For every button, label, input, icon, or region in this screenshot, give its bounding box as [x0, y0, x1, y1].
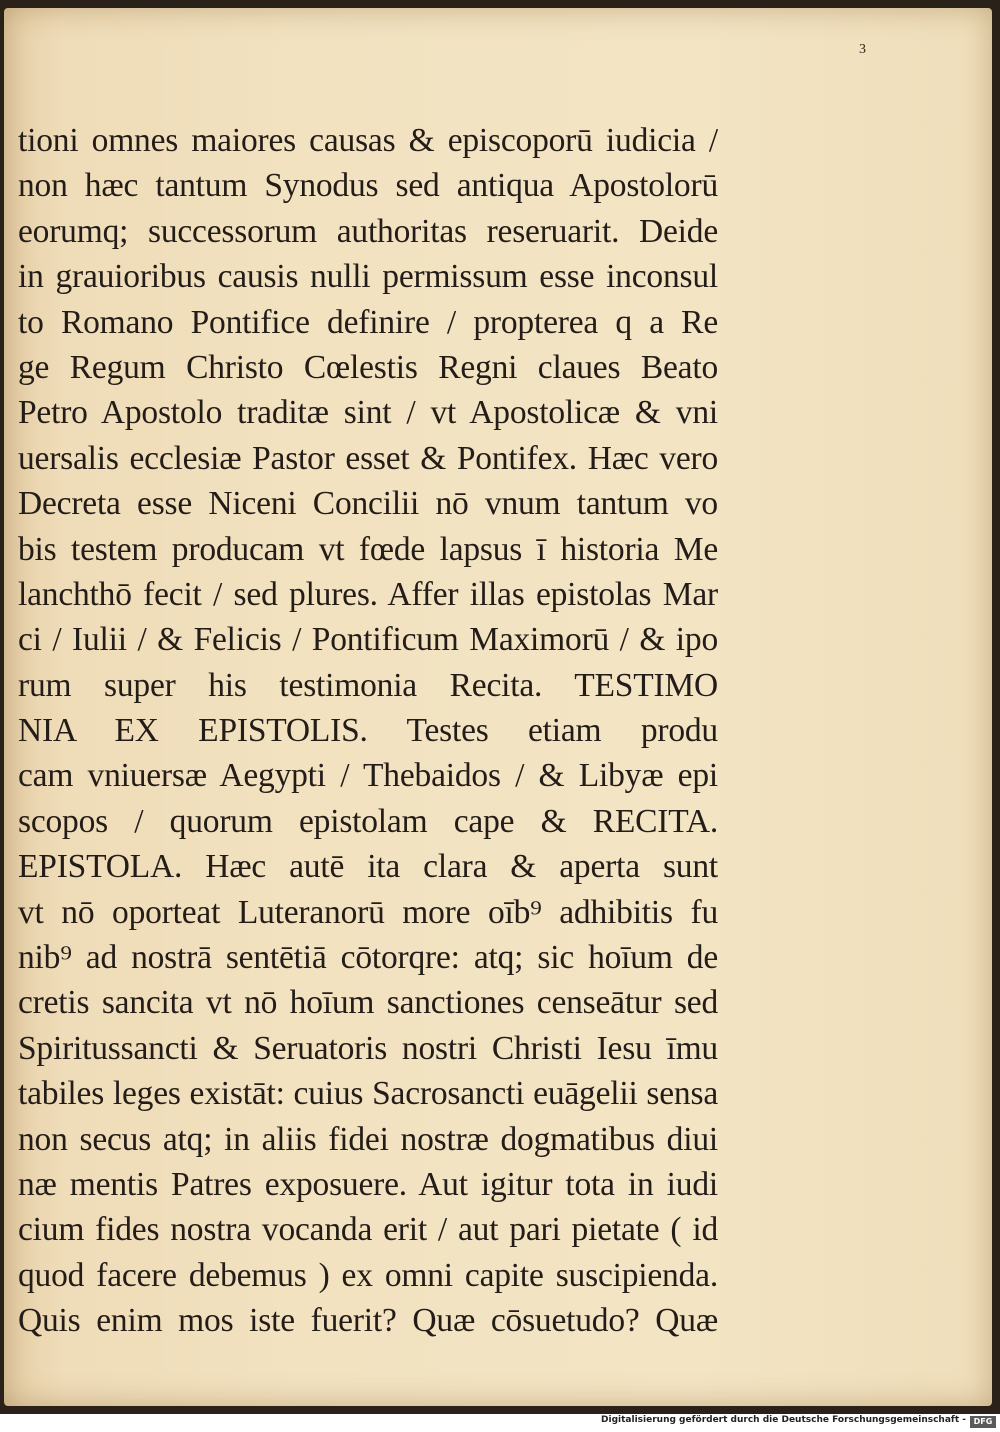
- text-line: scopos / quorum epistolam cape & RECITA.: [18, 802, 718, 840]
- text-line: to Romano Pontifice definire / propterea q a Re: [18, 303, 718, 341]
- text-line: bis testem producam vt fœde lapsus ī historia Me: [18, 530, 718, 568]
- text-line: in grauioribus causis nulli permissum esse inconsul: [18, 258, 718, 296]
- text-line: ge Regum Christo Cœlestis Regni claues Beato: [18, 348, 718, 386]
- text-line: tabiles leges existāt: cuius Sacrosancti euāgelii sensa: [18, 1075, 718, 1113]
- body-text: [18, 118, 718, 1344]
- text-line: ci / Iulii / & Felicis / Pontificum Maximorū / & ipo: [18, 621, 718, 659]
- footer-credit: Digitalisierung gefördert durch die Deutsche Forschungsgemeinschaft -: [601, 1415, 966, 1425]
- text-line: nib⁹ ad nostrā sentētiā cōtorqre: atq; sic hoīum de: [18, 939, 718, 977]
- text-line: quod facere debemus ) ex omni capite suscipienda.: [18, 1256, 718, 1294]
- text-line: EPISTOLA. Hæc autē ita clara & aperta sunt: [18, 848, 718, 886]
- text-line: lanchthō fecit / sed plures. Affer illas epistolas Mar: [18, 575, 718, 613]
- text-line: Spiritussancti & Seruatoris nostri Christi Iesu īmu: [18, 1029, 718, 1067]
- text-line: rum super his testimonia Recita. TESTIMO: [18, 666, 718, 704]
- text-line: næ mentis Patres exposuere. Aut igitur tota in iudi: [18, 1165, 718, 1203]
- page-number: 3: [859, 42, 866, 57]
- text-line: Decreta esse Niceni Concilii nō vnum tantum vo: [18, 485, 718, 523]
- text-line: cium fides nostra vocanda erit / aut pari pietate ( id: [18, 1211, 718, 1249]
- text-line: uersalis ecclesiæ Pastor esset & Pontifex. Hæc vero: [18, 439, 718, 477]
- text-line: Quis enim mos iste fuerit? Quæ cōsuetudo? Quæ: [18, 1302, 718, 1340]
- text-line: tioni omnes maiores causas & episcoporū iudicia /: [18, 122, 718, 159]
- text-line: eorumq; successorum authoritas reseruarit. Deide: [18, 212, 718, 250]
- text-line: non hæc tantum Synodus sed antiqua Apostolorū: [18, 167, 718, 205]
- text-line: cretis sancita vt nō hoīum sanctiones censeātur sed: [18, 984, 718, 1022]
- text-line: vt nō oporteat Luteranorū more oīb⁹ adhibitis fu: [18, 893, 718, 931]
- text-line: cam vniuersæ Aegypti / Thebaidos / & Libyæ epi: [18, 757, 718, 795]
- text-line: Petro Apostolo traditæ sint / vt Apostolicæ & vni: [18, 394, 718, 432]
- dfg-logo: DFG: [970, 1416, 996, 1428]
- text-line: NIA EX EPISTOLIS. Testes etiam produ: [18, 712, 718, 750]
- text-line: non secus atq; in aliis fidei nostræ dogmatibus diui: [18, 1120, 718, 1158]
